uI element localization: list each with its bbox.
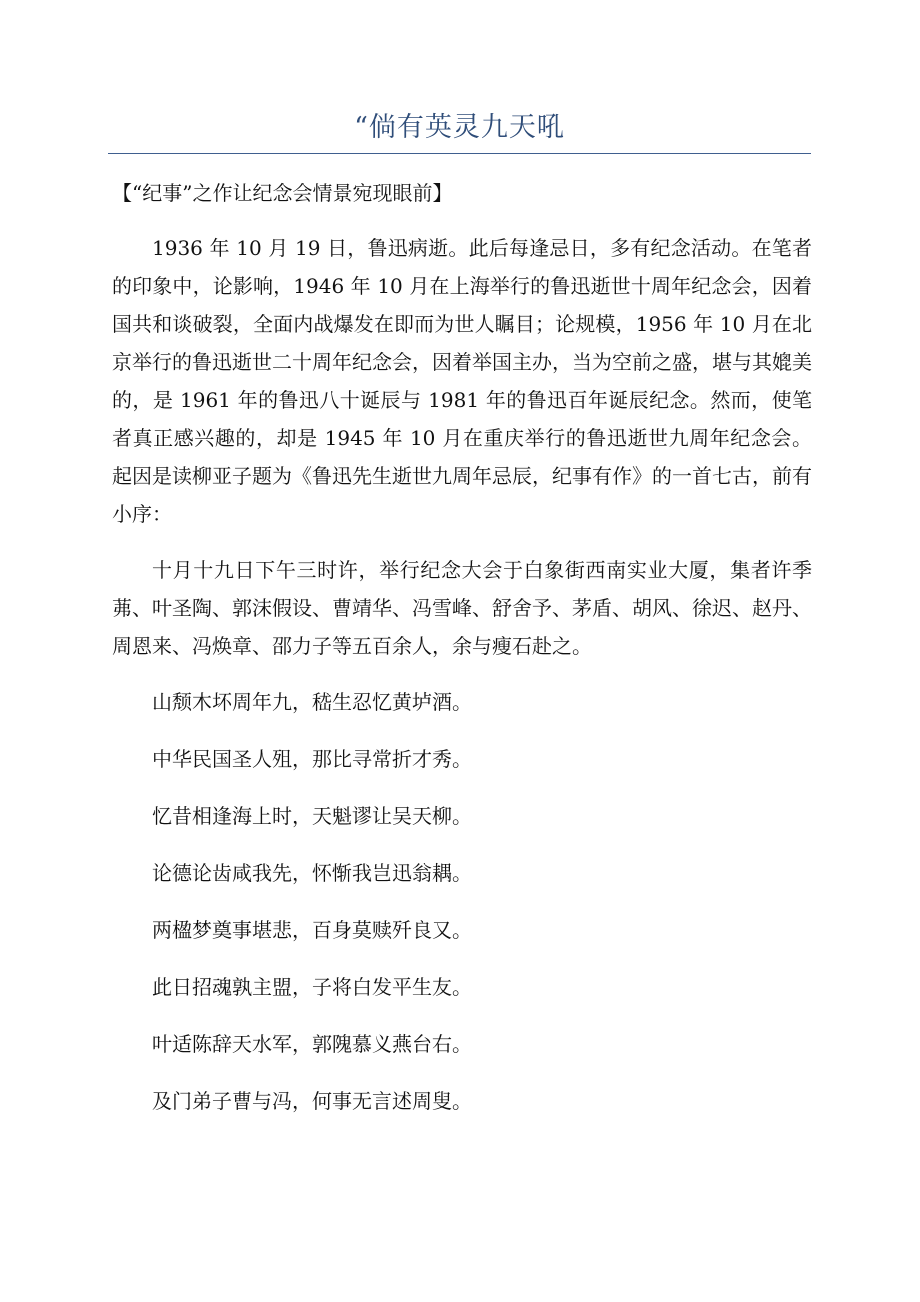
preface-paragraph: 十月十九日下午三时许，举行纪念大会于白象街西南实业大厦，集者许季茀、叶圣陶、郭沫假设、曹靖华、冯雪峰、舒舍予、茅盾、胡风、徐迟、赵丹、周恩来、冯焕章、邵力子等五百余人，余与瘦石赴之。 [112,558,812,658]
poem-line: 中华民国圣人殂，那比寻常折才秀。 [152,747,472,771]
poem-line: 两楹梦奠事堪悲，百身莫赎歼良又。 [152,918,472,942]
poem-line: 忆昔相逢海上时，天魁谬让吴天柳。 [152,804,472,828]
body-paragraph: 1936 年 10 月 19 日，鲁迅病逝。此后每逢忌日，多有纪念活动。在笔者的印象中，论影响，1946 年 10 月在上海举行的鲁迅逝世十周年纪念会，因着国共和谈破裂，全面内战爆发在即而为世人瞩目；论规模，1956 年 10 月在北京举行的鲁迅逝世二十周年纪念会，因着举国主办，当为空前之盛，堪与其媲美的，是 1961 年的鲁迅八十诞辰与 1981 年的鲁迅百年诞辰纪念。然而，使笔者真正感兴趣的，却是 1945 年 10 月在重庆举行的鲁迅逝世九周年纪念会。起因是读柳亚子题为《鲁迅先生逝世九周年忌辰，纪事有作》的一首七古，前有小序： [112,236,812,526]
poem-line: 及门弟子曹与冯，何事无言述周叟。 [152,1089,472,1113]
poem-line: 叶适陈辞天水军，郭隗慕义燕台右。 [152,1032,472,1056]
title-divider [108,153,811,154]
document-title: “倘有英灵九天吼 [354,112,565,143]
poem-line: 山颓木坏周年九，嵇生忍忆黄垆酒。 [152,690,472,714]
section-heading: 【“纪事”之作让纪念会情景宛现眼前】 [112,181,453,205]
poem-line: 论德论齿咸我先，怀惭我岂迅翁耦。 [152,861,472,885]
poem-line: 此日招魂孰主盟，子将白发平生友。 [152,975,472,999]
document-body [112,174,812,1139]
